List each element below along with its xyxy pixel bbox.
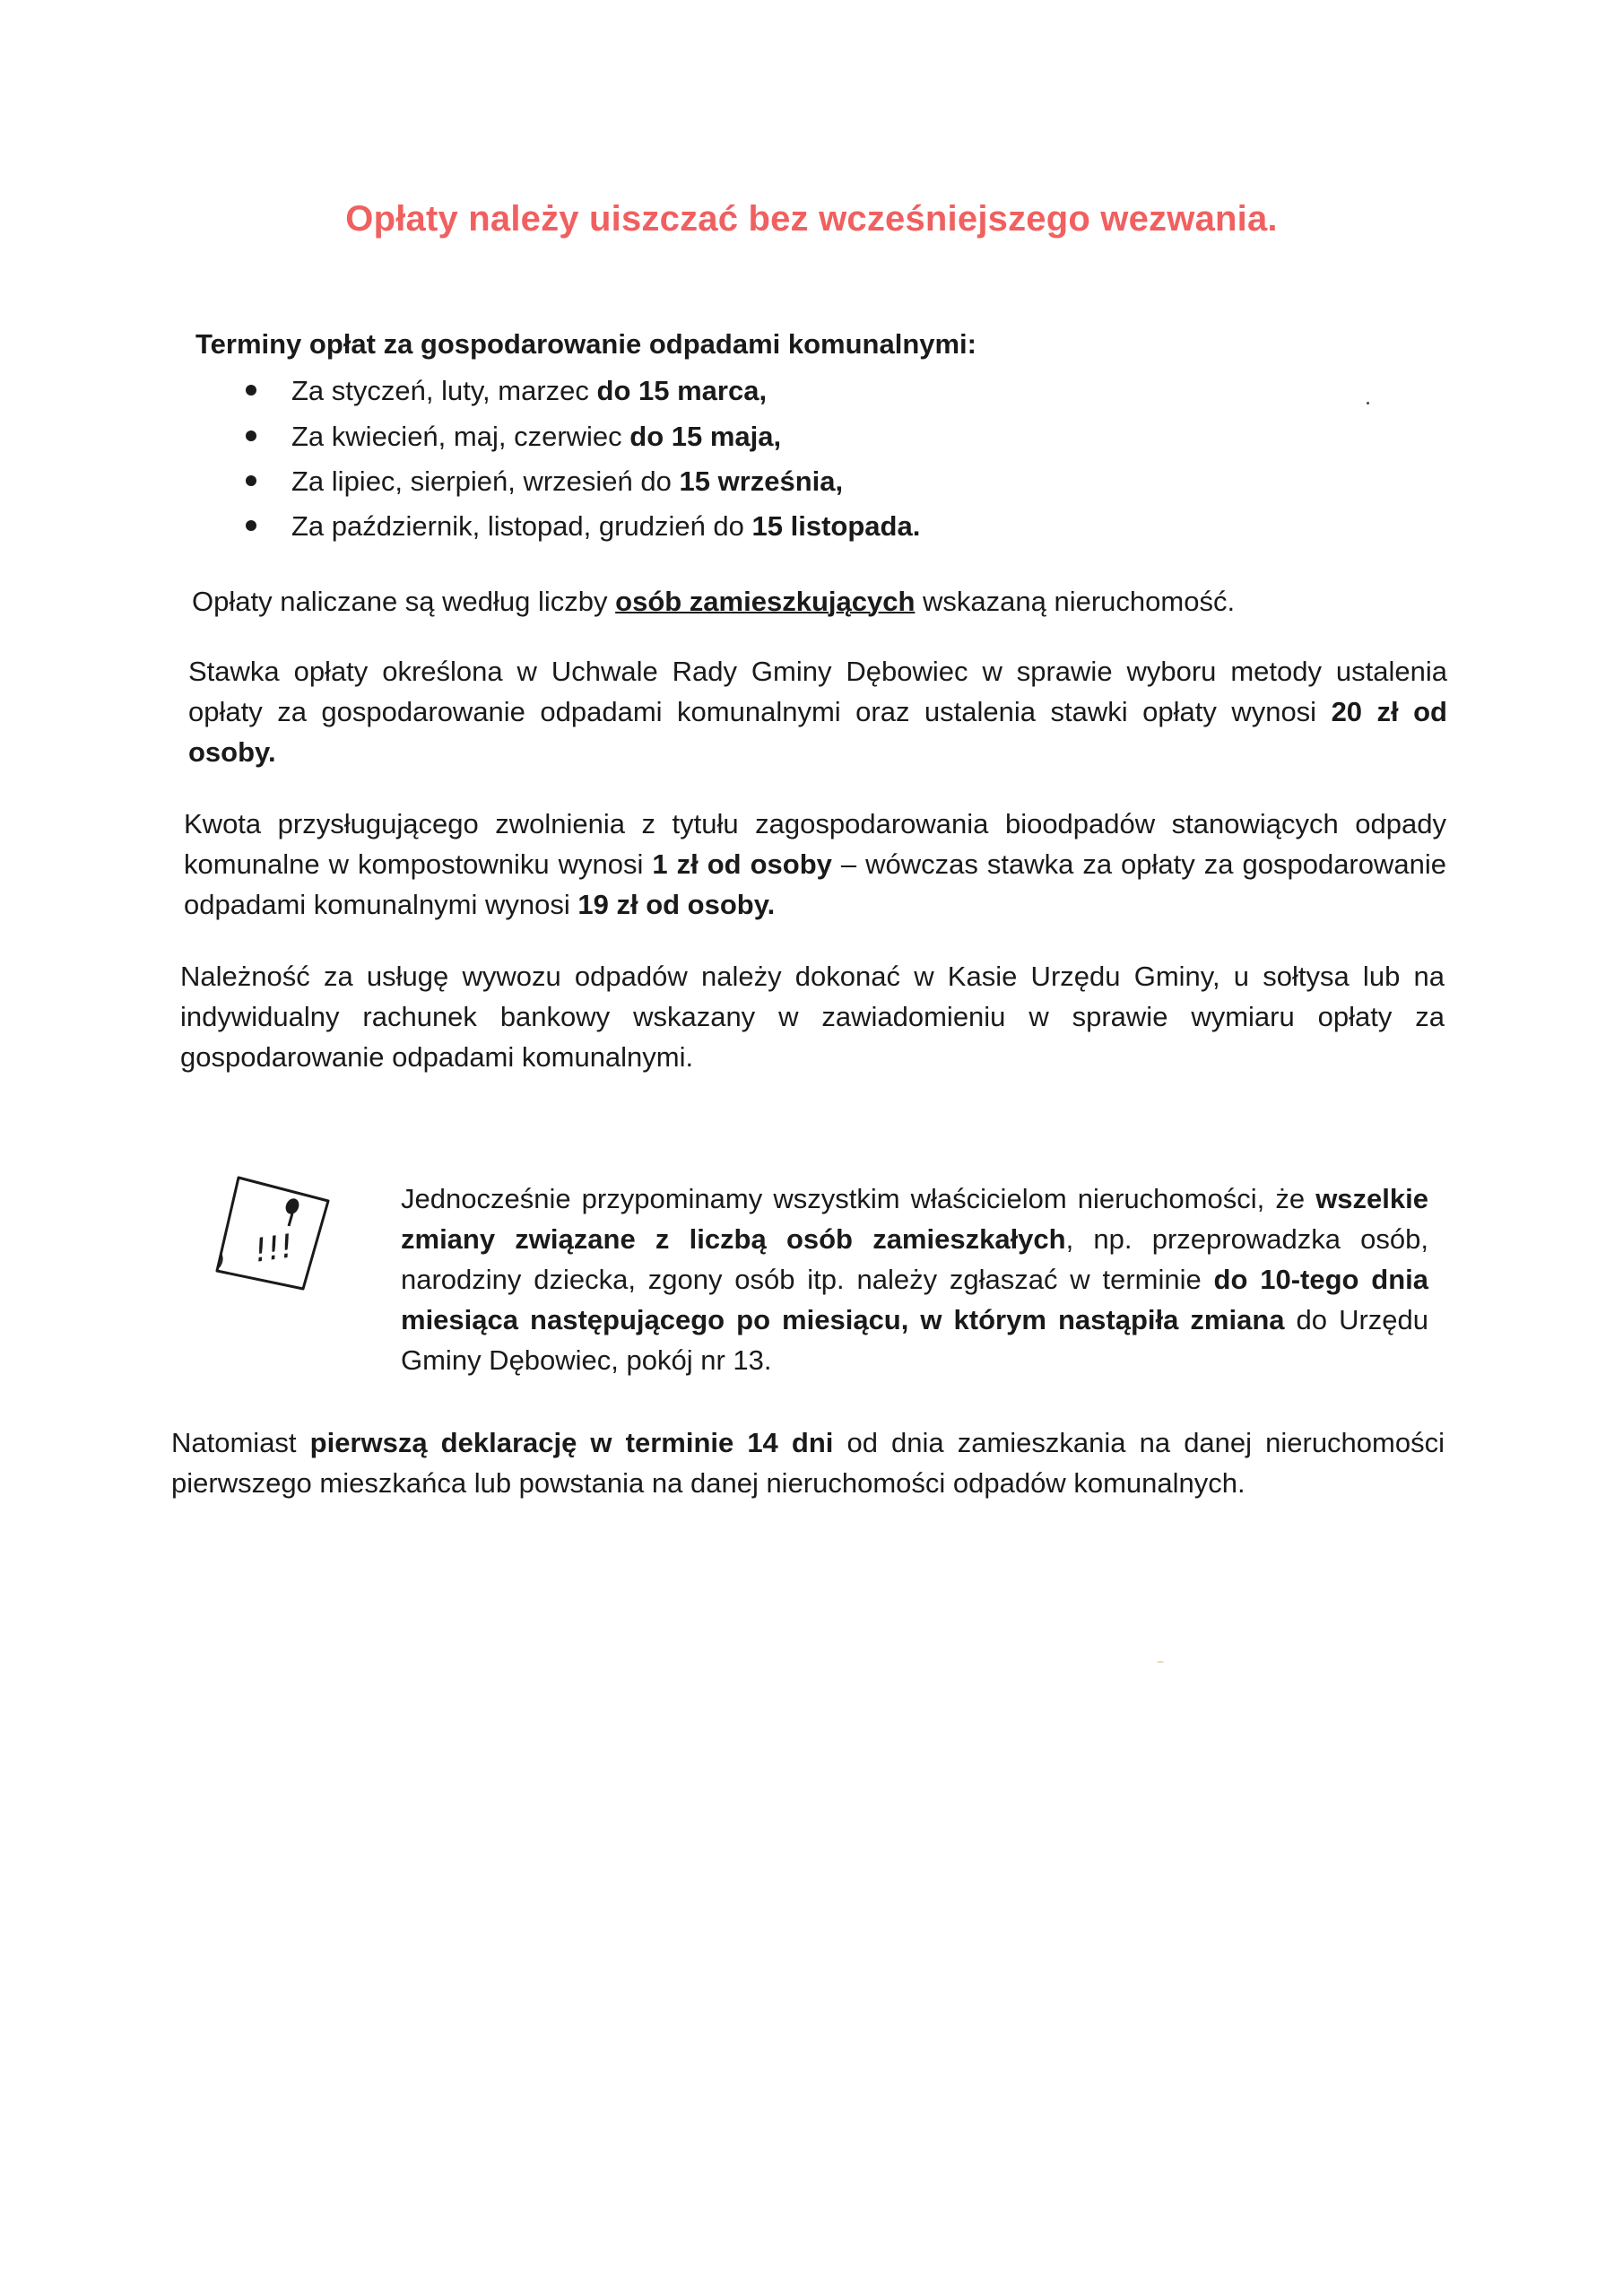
reminder-text: Jednocześnie przypominamy wszystkim właścicielom nieruchomości, że [401,1183,1316,1214]
basis-paragraph [192,581,1235,622]
exclamation-text: !!! [252,1228,296,1270]
reminder-text-3: do Urzędu Gminy Dębowiec, pokój nr 13. [401,1304,1429,1376]
bullet-icon [246,385,256,396]
rate-amount: 20 zł od osoby. [188,696,1447,768]
basis-text-end: wskazaną nieruchomość. [915,586,1236,617]
payment-text: Należność za usługę wywozu odpadów należy dokonać w Kasie Urzędu Gminy, u sołtysa lub na indywidualny rachunek bankowy wskazany w zawiadomieniu w sprawie wymiaru opłaty za gospodarowanie odpadami komunalnymi. [180,961,1445,1073]
bullet-icon [246,520,256,531]
exemption-paragraph [184,804,1446,925]
terms-item-deadline: 15 września, [679,465,844,497]
terms-item-text: Za lipiec, sierpień, wrzesień do [291,465,680,497]
rate-paragraph [188,651,1447,772]
reminder-changes: wszelkie zmiany związane z liczbą osób zamieszkałych [401,1183,1428,1255]
reduced-rate: 19 zł od osoby. [577,889,776,920]
payment-paragraph [180,956,1445,1077]
reminder-deadline: do 10-tego dnia miesiąca następującego po miesiącu, w którym nastąpiła zmiana [401,1264,1428,1335]
terms-item-4 [291,506,920,547]
terms-item-deadline: do 15 marca, [596,375,768,406]
sticky-note-icon [213,1170,339,1296]
reminder-text-2: , np. przeprowadzka osób, narodziny dziecka, zgony osób itp. należy zgłaszać w terminie [401,1223,1428,1295]
basis-underlined: osób zamieszkujących [615,586,916,617]
terms-item-text: Za październik, listopad, grudzień do [291,510,752,542]
basis-text: Opłaty naliczane są według liczby [192,586,616,617]
exemption-amount: 1 zł od osoby [652,848,832,880]
terms-item-deadline: do 15 maja, [629,421,782,452]
declaration-text: Natomiast [171,1427,310,1458]
terms-item-3 [291,461,843,502]
scan-speck [1157,1661,1164,1663]
rate-text: Stawka opłaty określona w Uchwale Rady Gminy Dębowiec w sprawie wyboru metody ustalenia opłaty za gospodarowanie odpadami komunalnymi oraz ustalenia stawki opłaty wynosi [188,656,1447,727]
terms-heading: Terminy opłat za gospodarowanie odpadami komunalnymi: [195,328,976,360]
terms-item-text: Za kwiecień, maj, czerwiec [291,421,630,452]
terms-item-text: Za styczeń, luty, marzec [291,375,597,406]
exemption-text: Kwota przysługującego zwolnienia z tytułu zagospodarowania bioodpadów stanowiących odpady komunalne w kompostowniku wynosi [184,808,1446,880]
declaration-text-2: od dnia zamieszkania na danej nieruchomości pierwszego mieszkańca lub powstania na danej nieruchomości odpadów komunalnych. [171,1427,1445,1499]
terms-item-1 [291,370,767,412]
reminder-paragraph [401,1178,1428,1380]
declaration-paragraph [171,1422,1445,1503]
page-title: Opłaty należy uiszczać bez wcześniejszego wezwania. [345,199,1278,239]
bullet-icon [246,430,256,441]
bullet-icon [246,475,256,486]
scan-speck [1367,402,1369,404]
terms-item-2 [291,416,781,457]
declaration-deadline: pierwszą deklarację w terminie 14 dni [309,1427,834,1458]
terms-item-deadline: 15 listopada. [751,510,921,542]
exemption-text-2: – wówczas stawka za opłaty za gospodarowanie odpadami komunalnymi wynosi [184,848,1446,920]
